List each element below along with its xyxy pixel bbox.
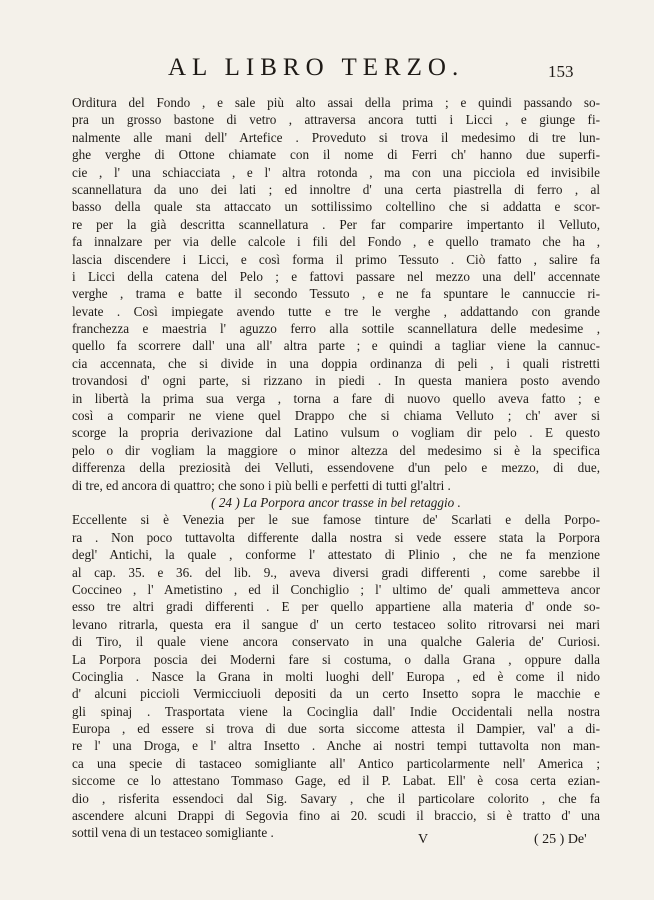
text-line: cia accennata, che si divide in una doppia ordinanza di peli , i quali ristretti [72,355,600,371]
text-line: siccome ce lo attestano Tommaso Gage, ed il P. Labat. Ell' è cosa certa ezian- [72,773,600,789]
note-heading: ( 24 ) La Porpora ancor trasse in bel retaggio . [211,494,461,510]
text-line: gli spinaj . Trasportata viene la Cocinglia dall' Indie Occidentali nella nostra [72,703,600,719]
text-line: basso della quale sta attaccato un sottilissimo coltellino che si addatta e scor- [72,199,600,215]
text-line: fa innalzare per via delle calcole i fili del Fondo , e quello tramato che ha , [72,234,600,250]
main-paragraph [72,94,600,494]
text-line: pra un grosso bastone di vetro , attraversa ancora tutti i Licci , e giunge fi- [72,112,600,128]
text-line: di Tiro, il quale viene ancora conservato in una qualche Galeria de' Curiosi. [72,634,600,650]
text-line: esso tre altri gradi differenti . E per quello appartiene alla materia d' onde so- [72,599,600,615]
text-line: così a comparir ne viene quel Drappo che si chiama Velluto ; ch' aver si [72,408,600,424]
text-line: re per la già descritta scannellatura . Per far comparire impertanto il Velluto, [72,216,600,232]
text-line: d' alcuni piccioli Vermicciuoli depositi da un certo Insetto sopra le macchie e [72,686,600,702]
signature-mark: V [418,832,429,847]
text-line: Orditura del Fondo , e sale più alto assai della prima ; e quindi passando so- [72,95,600,110]
text-line: ra . Non poco tuttavolta differente dalla nostra si vede essere stata la Porpora [72,529,600,545]
text-line: levano ritrarla, questa era il sangue d' un certo testaceo solito ritrovarsi nei mari [72,616,600,632]
text-line: lascia discendere i Licci, e così forma il primo Tessuto . Ciò fatto , salire fa [72,251,600,267]
text-line: Europa , ed essere si trova di due sorta siccome attesta il Dampier, val' a di- [72,721,600,737]
running-head: AL LIBRO TERZO. [168,54,465,81]
text-line: sottil vena di un testaceo somigliante . [72,825,274,841]
text-line: scorge la propria derivazione dal Latino vulsum o vogliam dir pelo . E questo [72,425,600,441]
text-line: Eccellente si è Venezia per le sue famose tinture de' Scarlati e della Porpo- [72,512,600,528]
text-line: cie , l' una schiacciata , e l' altra rotonda , ma con una picciola ed invisibile [72,164,600,180]
text-line: nalmente alle mani dell' Artefice . Proveduto si trova il medesimo di tre lun- [72,129,600,145]
text-line: Cocinglia . Nasce la Grana in molti luoghi dell' Europa , ed è come il nido [72,668,600,684]
text-line: Coccineo , l' Ametistino , ed il Conchiglio ; l' ultimo de' quali ammetteva ancor [72,581,600,597]
text-line: verghe , trama e batte il secondo Tessuto , e ne fa spuntare le cannuccie ri- [72,286,600,302]
text-line: pelo o dir vogliam la maggiore o minor altezza del medesimo si è la specifica [72,442,600,458]
text-line: levate . Così impiegate avendo tutte e tre le verghe , addattando con grande [72,303,600,319]
text-line: ca una specie di tastaceo somigliante all' Antico particolarmente nell' America ; [72,755,600,771]
text-line: La Porpora poscia dei Moderni fare si costuma, o dalla Grana , oppure dalla [72,651,600,667]
body-text [72,94,600,842]
page-footer [0,832,654,856]
text-line: scannellatura da uno dei lati ; ed innoltre d' una certa piastrella di ferro , al [72,181,600,197]
text-line: degl' Antichi, la quale , conforme l' attestato di Plinio , che ne fa menzione [72,547,600,563]
text-line: trovandosi d' ogni parte, si rizzano in piedi . In questa maniera posto avendo [72,373,600,389]
text-line: ascendere alcuni Drappi di Segovia fino ai 20. scudi il braccio, si è tratto d' una [72,808,600,824]
page-header [0,54,654,88]
text-line: re l' una Droga, e l' altra Insetto . Anche ai nostri tempi tuttavolta non man- [72,738,600,754]
text-line: quello fa scorrere dall' una all' altra parte ; e quindi a tagliar viene la cannuc- [72,338,600,354]
text-line: differenza della preziosità dei Velluti, essendovene d'un pelo e mezzo, di due, [72,460,600,476]
text-line: i Licci della catena del Pelo ; e fattovi passare nel mezzo una dell' accennate [72,268,600,284]
text-line: in libertà la prima sua verga , torna a fare di nuovo quello aveva fatto ; e [72,390,600,406]
text-line: al cap. 35. e 36. del lib. 9., aveva diversi gradi differenti , come sarebbe il [72,564,600,580]
page-number: 153 [548,62,574,81]
catchword: ( 25 ) De' [534,832,587,847]
text-line: di tre, ed ancora di quattro; che sono i più belli e perfetti di tutti gl'altri . [72,477,451,493]
text-line: ghe verghe di Ottone chiamate con il nome di Ferri ch' hanno due superfi- [72,147,600,163]
note-paragraph [72,511,600,841]
text-line: dio , risferita essendoci dal Sig. Savary , che il particolare colorito , che fa [72,790,600,806]
text-line: franchezza e maestria l' aguzzo ferro alla sottile scannellatura delle medesime , [72,321,600,337]
